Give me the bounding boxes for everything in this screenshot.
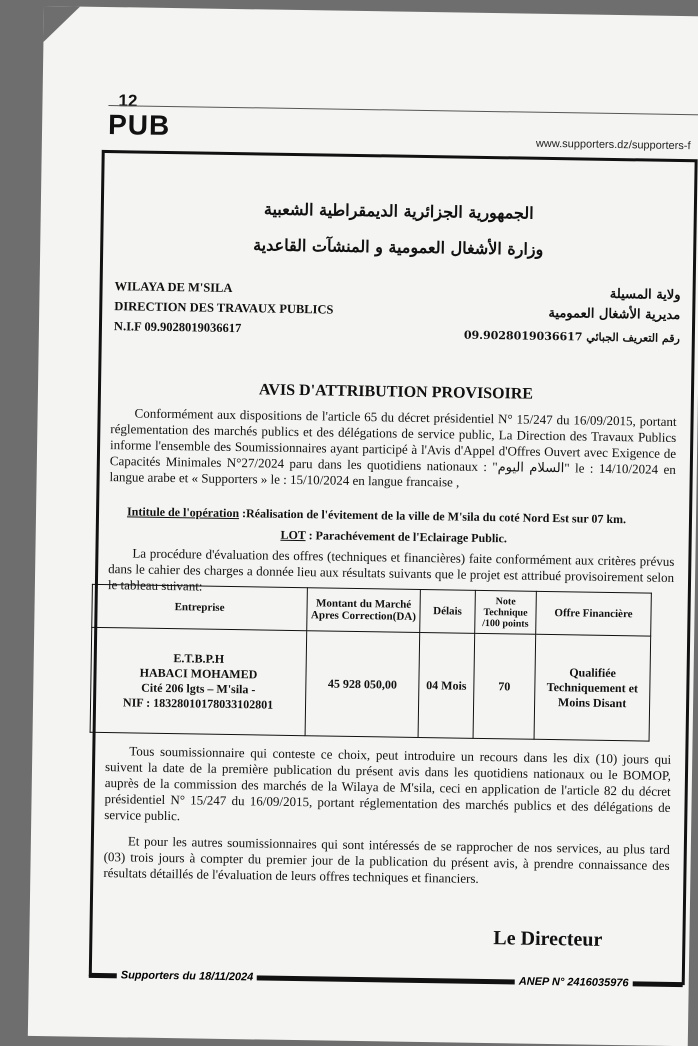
section-label: PUB bbox=[107, 109, 171, 141]
results-table bbox=[90, 584, 652, 742]
col-delais: Délais bbox=[420, 589, 476, 633]
company-nif: NIF : 18328010178033102801 bbox=[122, 695, 274, 712]
operation-label: Intitule de l'opération bbox=[126, 504, 240, 521]
note-cell: 70 bbox=[473, 633, 536, 739]
autres-paragraph: Et pour les autres soumissionnaires qui sont intéressés de se rapprocher de nos services, au plus tard (03) trois jours à compter du premier jour de la publication du présent avis, à prendre connaissance des résultats détaillés de l'évaluation de leurs offres techniques et financiers. bbox=[103, 833, 670, 886]
lot-label: LOT bbox=[280, 527, 306, 543]
company-name: E.T.B.P.H bbox=[173, 651, 225, 666]
page-number: 12 bbox=[118, 91, 138, 111]
notice-frame bbox=[89, 150, 698, 985]
procedure-paragraph: La procédure d'évaluation des offres (techniques et financières) faite conformément aux critères prévus dans le cahier des charges a donnée lieu aux résultats suivants que le projet est attribué provisoirement selon le tableau suivant: bbox=[107, 545, 675, 594]
operation-line bbox=[127, 503, 667, 527]
col-montant: Montant du Marché Apres Correction(DA) bbox=[307, 588, 421, 633]
newspaper-page bbox=[28, 6, 698, 1046]
offre-cell: Qualifiée Techniquement et Moins Disant bbox=[534, 634, 651, 741]
notice-title: AVIS D'ATTRIBUTION PROVISOIRE bbox=[258, 381, 534, 403]
col-offre: Offre Financière bbox=[536, 591, 652, 636]
arabic-republic-heading: الجمهورية الجزائرية الديمقراطية الشعبية bbox=[263, 199, 534, 223]
table-row bbox=[90, 627, 651, 741]
wilaya-ar: ولاية المسيلة bbox=[609, 286, 681, 304]
company-owner: HABACI MOHAMED bbox=[139, 665, 258, 682]
lot-text: : Parachévement de l'Eclairage Public. bbox=[308, 528, 508, 546]
operation-text: :Réalisation de l'évitement de la ville de M'sila du coté Nord Est sur 07 km. bbox=[241, 506, 627, 527]
header-rule bbox=[108, 105, 698, 115]
nif-fr: N.I.F 09.9028019036617 bbox=[113, 319, 242, 336]
entreprise-cell bbox=[90, 627, 307, 735]
torn-corner bbox=[43, 6, 80, 43]
recours-paragraph: Tous soumissionnaire qui conteste ce choix, peut introduire un recours dans les dix (10) jours qui suivent la date de la première publication du présent avis dans les quotidiens nationaux ou le BOMOP, auprès de la commission des marchés de la Wilaya de M'sila, ceci en application de l'article 82 du décret présidentiel N° 15/247 du 16/09/2015, portant réglementation des marchés publics et des délégations de service public. bbox=[104, 743, 672, 824]
arabic-ministry-heading: وزارة الأشغال العمومية و المنشآت القاعدية bbox=[253, 235, 544, 259]
footer-anep: ANEP N° 2416035976 bbox=[515, 976, 633, 990]
delais-cell: 04 Mois bbox=[418, 632, 475, 738]
website-url: www.supporters.dz/supporters-f bbox=[535, 137, 691, 153]
company-address: Cité 206 lgts – M'sila - bbox=[141, 680, 256, 697]
col-entreprise: Entreprise bbox=[92, 584, 308, 630]
montant-cell: 45 928 050,00 bbox=[305, 631, 420, 738]
intro-paragraph: Conformément aux dispositions de l'article 65 du décret présidentiel N° 15/247 du 16/09/2015, portant réglementation des marchés publics et des délégations de service public, La Direction des Travaux Publics informe l'ensemble des Soumissionnaires ayant participé à l'Avis d'Appel d'Offres Ouvert avec Exigence de Capacités Minimales N°27/2024 paru dans les quotidiens nationaux : "السلام اليوم" le : 14/10/2024 en langue arabe et « Supporters » le : 15/10/2024 en langue francaise , bbox=[109, 405, 677, 490]
nif-ar: رقم التعريف الجبائي 09.9028019036617 bbox=[463, 328, 680, 346]
direction-ar: مديرية الأشغال العمومية bbox=[548, 305, 681, 324]
direction-fr: DIRECTION DES TRAVAUX PUBLICS bbox=[114, 299, 334, 317]
footer-publication: Supporters du 18/11/2024 bbox=[117, 969, 258, 983]
wilaya-fr: WILAYA DE M'SILA bbox=[114, 279, 233, 295]
signature: Le Directeur bbox=[493, 927, 603, 951]
col-note: Note Technique /100 points bbox=[475, 590, 537, 634]
